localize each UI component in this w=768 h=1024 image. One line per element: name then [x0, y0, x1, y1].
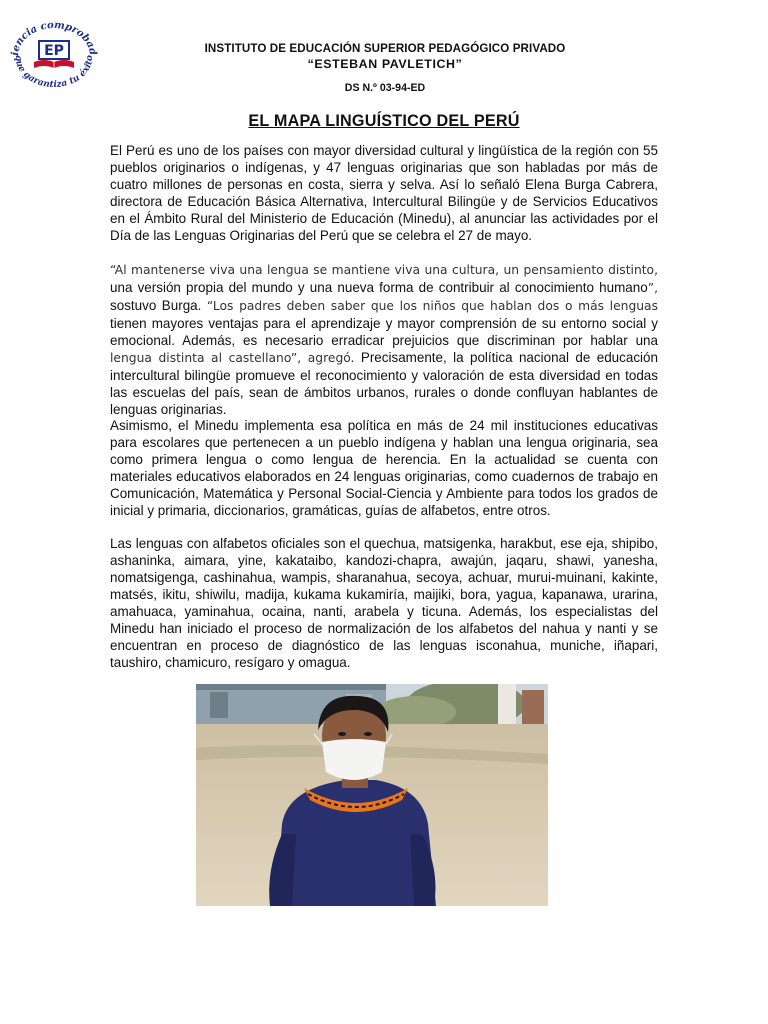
- quote-fragment: “Al mantenerse viva una lengua se mantiene viva una cultura, un pensamiento distinto,: [110, 263, 658, 277]
- text-fragment: una versión propia del mundo y una nueva forma de contribuir al conocimiento humano: [110, 280, 648, 296]
- quote-fragment: lengua distinta al castellano”, agregó.: [110, 351, 355, 366]
- paragraph-languages-list: Las lenguas con alfabetos oficiales son el quechua, matsigenka, harakbut, ese eja, shipibo, ashaninka, aimara, yine, kakataibo, kandozi-chapra, awajún, jaqaru, shawi, yanesha, nomatsigenga, cashinahua, wampis, sharanahua, secoya, achuar, murui-muinani, kakinte, matsés, ikitu, shiwilu, madija, kukama kukamiría, maijiki, bora, yagua, kapanawa, urarina, amahuaca, yaminahua, ocaina, nanti, arabela y ticuna. Además, los especialistas del Minedu han iniciado el proceso de normalización de los alfabetos del nahua y nanti y se encuentran en proceso de diagnóstico de las lenguas isconahua, muniche, iñapari, taushiro, chamicuro, resígaro y omagua.: [110, 536, 658, 671]
- quote-fragment: “Los padres deben saber que los niños que hablan dos o más lenguas: [206, 299, 658, 314]
- svg-text:que garantiza tu éxito: que garantiza tu éxito: [12, 55, 96, 88]
- svg-text:EP: EP: [44, 43, 64, 59]
- institution-logo: [8, 18, 100, 88]
- institution-name: INSTITUTO DE EDUCACIÓN SUPERIOR PEDAGÓGICO PRIVADO: [204, 42, 566, 55]
- quote-fragment: ”,: [647, 281, 658, 296]
- svg-text:ciencia comprobada: iencia comprobad: [9, 19, 99, 57]
- paragraph-intro: El Perú es uno de los países con mayor diversidad cultural y lingüística de la región con 55 pueblos originarios o indígenas, y 47 lenguas originarias que son habladas por más de cuatro millones de personas en costa, sierra y selva. Así lo señaló Elena Burga Cabrera, directora de Educación Básica Alternativa, Intercultural Bilingüe y de Servicios Educativos en el Ámbito Rural del Ministerio de Educación (Minedu), al anunciar las actividades por el Día de las Lenguas Originarias del Perú que se celebra el 27 de mayo.: [110, 143, 658, 244]
- document-title: EL MAPA LINGUÍSTICO DEL PERÚ: [248, 112, 520, 130]
- paragraph-quote: [110, 261, 658, 418]
- photo-woman-with-mask: [196, 684, 548, 906]
- text-fragment: sostuvo Burga.: [110, 298, 207, 314]
- institution-title: “ESTEBAN PAVLETICH”: [307, 57, 463, 71]
- text-fragment: tienen mayores ventajas para el aprendizaje y mayor comprensión de su entorno social y emocional. Además, es necesario erradicar prejuicios que discriminan por hablar una: [110, 316, 658, 349]
- decree-number: DS N.º 03-94-ED: [344, 82, 426, 94]
- paragraph-minedu-policy: Asimismo, el Minedu implementa esa política en más de 24 mil instituciones educativas para escolares que pertenecen a un pueblo indígena y hablan una lengua originaria, sea como primera lengua o como lengua de herencia. En la actualidad se cuenta con materiales educativos elaborados en 24 lenguas originarias, como cuadernos de trabajo en Comunicación, Matemática y Personal Social-Ciencia y Ambiente para todos los grados de inicial y primaria, diccionarios, gramáticas, guías de alfabetos, entre otros.: [110, 418, 658, 519]
- text-fragment: Precisamente, la política nacional de educación intercultural bilingüe promueve el reconocimiento y valoración de esta diversidad en todas las escuelas del país, sean de ámbitos urbanos, rurales o donde confluyan hablantes de lenguas originarias.: [110, 350, 658, 418]
